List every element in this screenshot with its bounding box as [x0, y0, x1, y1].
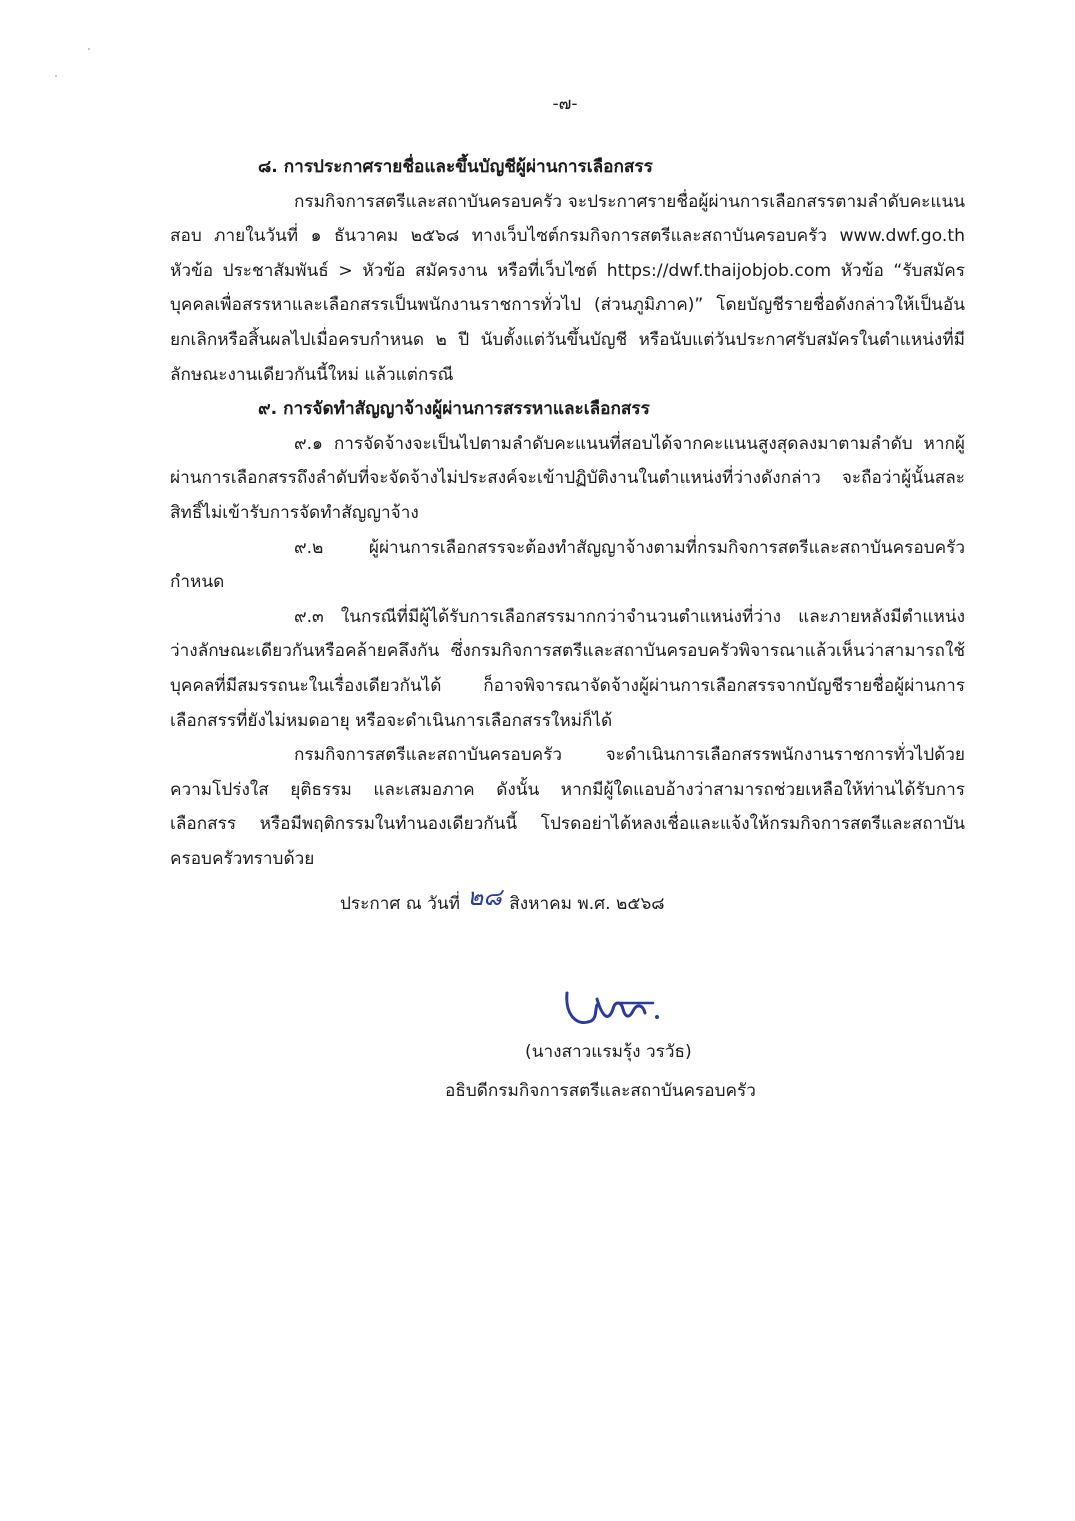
document-body — [170, 150, 965, 922]
section-9-item-3: ๙.๓ ในกรณีที่มีผู้ได้รับการเลือกสรรมากกว่าจำนวนตำแหน่งที่ว่าง และภายหลังมีตำแหน่งว่างลักษณะเดียวกันหรือคล้ายคลึงกัน ซึ่งกรมกิจการสตรีและสถาบันครอบครัวพิจารณาแล้วเห็นว่าสามารถใช้บุคคลที่มีสมรรถนะในเรื่องเดียวกันได้ ก็อาจพิจารณาจัดจ้างผู้ผ่านการเลือกสรรจากบัญชีรายชื่อผู้ผ่านการเลือกสรรที่ยังไม่หมดอายุ หรือจะดำเนินการเลือกสรรใหม่ก็ได้ — [170, 606, 965, 731]
date-prefix: ประกาศ ณ วันที่ — [340, 894, 460, 915]
scan-speck — [88, 48, 90, 50]
signer-title: อธิบดีกรมกิจการสตรีและสถาบันครอบครัว — [445, 1081, 756, 1101]
page-number: -๗- — [552, 94, 578, 114]
handwritten-day: ๒๘ — [467, 883, 502, 912]
transparency-paragraph: กรมกิจการสตรีและสถาบันครอบครัว จะดำเนินการเลือกสรรพนักงานราชการทั่วไปด้วยความโปร่งใส ยุติธรรม และเสมอภาค ดังนั้น หากมีผู้ใดแอบอ้างว่าสามารถช่วยเหลือให้ท่านได้รับการเลือกสรร หรือมีพฤติกรรมในทำนองเดียวกันนี้ โปรดอย่าได้หลงเชื่อและแจ้งให้กรมกิจการสตรีและสถาบันครอบครัวทราบด้วย — [170, 745, 965, 869]
section-8-paragraph: กรมกิจการสตรีและสถาบันครอบครัว จะประกาศรายชื่อผู้ผ่านการเลือกสรรตามลำดับคะแนนสอบ ภายในวันที่ ๑ ธันวาคม ๒๕๖๘ ทางเว็บไซต์กรมกิจการสตรีและสถาบันครอบครัว www.dwf.go.th หัวข้อ ประชาสัมพันธ์ > หัวข้อ สมัครงาน หรือที่เว็บไซต์ https://dwf.thaijobjob.com หัวข้อ “รับสมัครบุคคลเพื่อสรรหาและเลือกสรรเป็นพนักงานราชการทั่วไป (ส่วนภูมิภาค)” โดยบัญชีรายชื่อดังกล่าวให้เป็นอันยกเลิกหรือสิ้นผลไปเมื่อครบกำหนด ๒ ปี นับตั้งแต่วันขึ้นบัญชี หรือนับแต่วันประกาศรับสมัครในตำแหน่งที่มีลักษณะงานเดียวกันนี้ใหม่ แล้วแต่กรณี — [170, 191, 965, 385]
section-8-heading: ๘. การประกาศรายชื่อและขึ้นบัญชีผู้ผ่านการเลือกสรร — [258, 157, 653, 177]
section-9-heading: ๙. การจัดทำสัญญาจ้างผู้ผ่านการสรรหาและเลือกสรร — [258, 399, 650, 420]
scan-speck — [55, 75, 57, 77]
section-9-item-2: ๙.๒ ผู้ผ่านการเลือกสรรจะต้องทำสัญญาจ้างตามที่กรมกิจการสตรีและสถาบันครอบครัวกำหนด — [170, 537, 965, 593]
date-suffix: สิงหาคม พ.ศ. ๒๕๖๘ — [509, 894, 665, 915]
section-9-item-1: ๙.๑ การจัดจ้างจะเป็นไปตามลำดับคะแนนที่สอบได้จากคะแนนสูงสุดลงมาตามลำดับ หากผู้ผ่านการเลือกสรรถึงลำดับที่จะจัดจ้างไม่ประสงค์จะเข้าปฏิบัติงานในตำแหน่งที่ว่างดังกล่าว จะถือว่าผู้นั้นสละสิทธิ์ไม่เข้ารับการจัดทำสัญญาจ้าง — [170, 433, 965, 523]
announcement-date — [170, 884, 965, 922]
handwritten-signature — [557, 975, 677, 1035]
signer-name: (นางสาวแรมรุ้ง วรวัธ) — [525, 1042, 692, 1062]
